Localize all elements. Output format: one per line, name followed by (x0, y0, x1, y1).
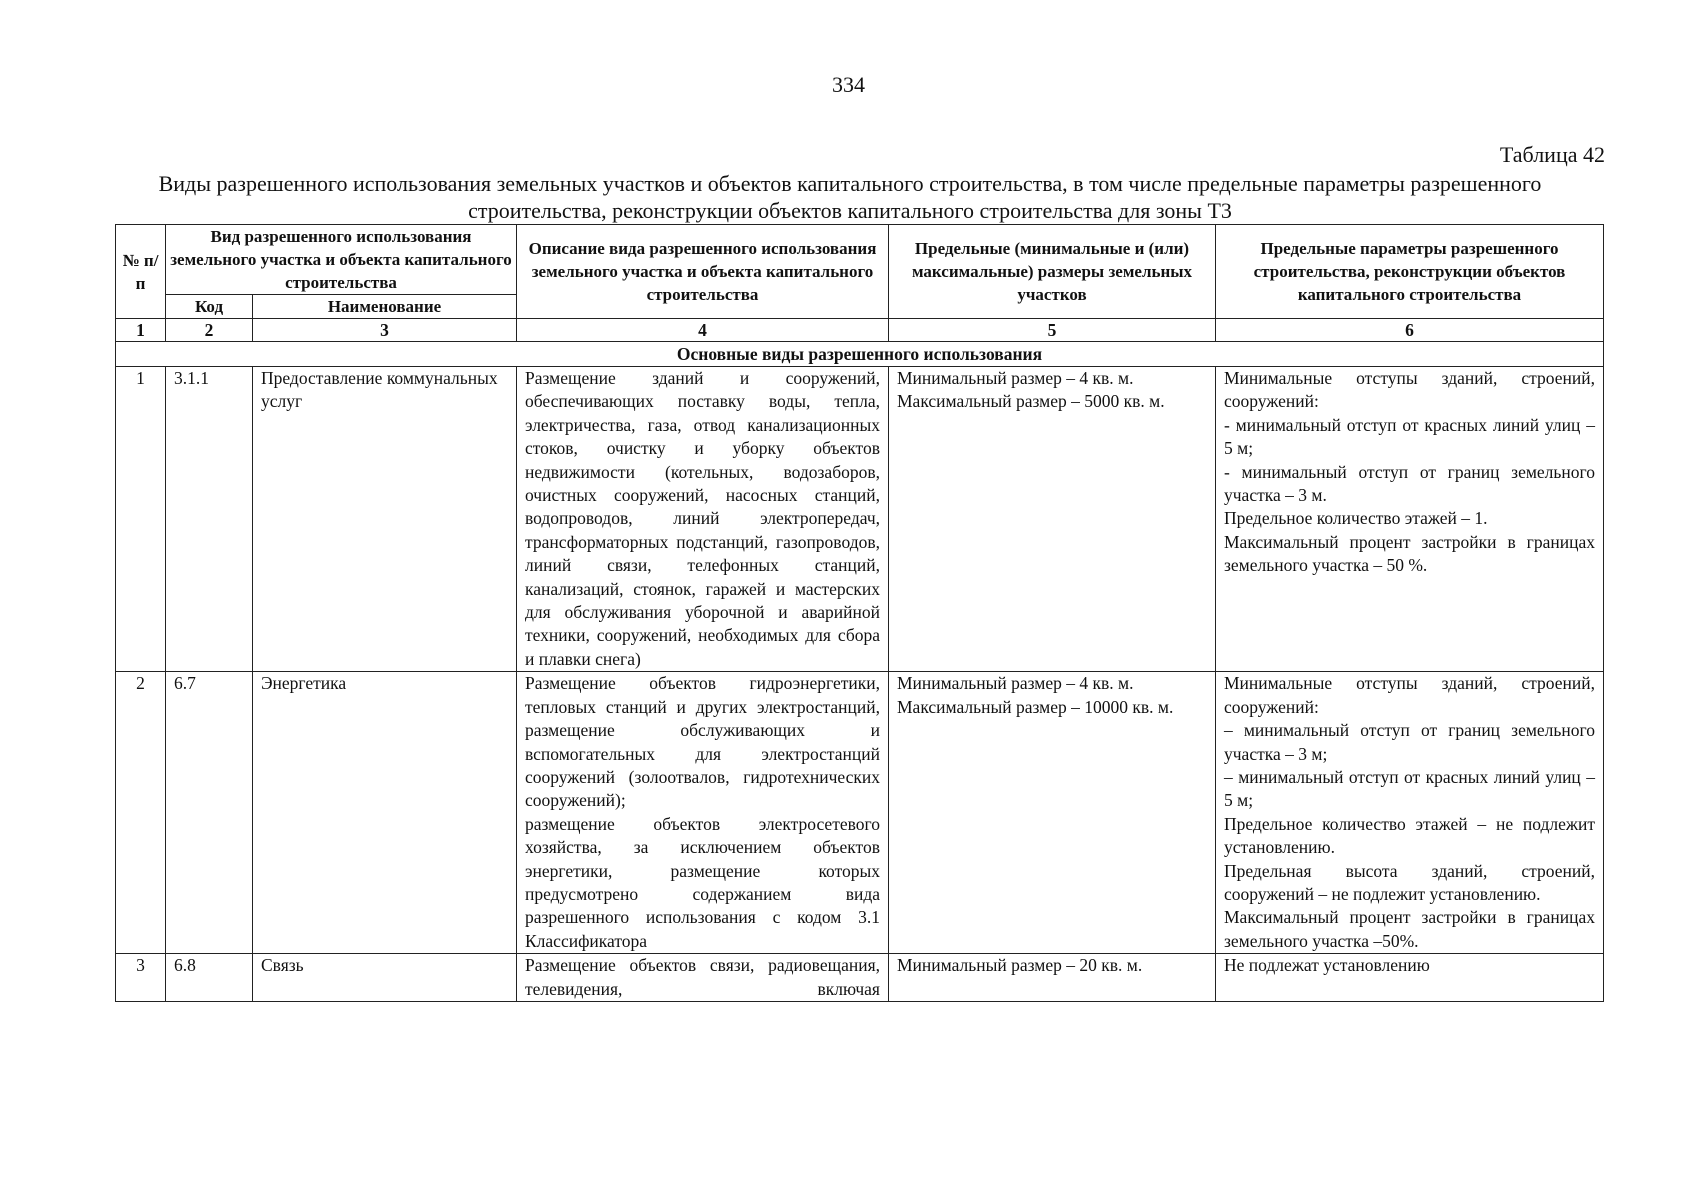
row-sizes (889, 672, 1216, 954)
size-line: Минимальный размер – 4 кв. м. (897, 368, 1134, 388)
row-params (1216, 672, 1604, 954)
param-line: Минимальные отступы зданий, строений, сооружений: (1224, 673, 1595, 717)
param-line: Максимальный процент застройки в границах земельного участка –50%. (1224, 907, 1595, 951)
zoning-table (115, 224, 1604, 1002)
header-params: Предельные параметры разрешенного строительства, реконструкции объектов капитального строительства (1216, 225, 1604, 319)
table-row (116, 367, 1604, 672)
param-line: Минимальные отступы зданий, строений, сооружений: (1224, 368, 1595, 412)
param-line: Не подлежат установлению (1224, 955, 1430, 976)
column-number: 6 (1216, 319, 1604, 342)
row-sizes (889, 954, 1216, 1002)
row-params (1216, 954, 1604, 1002)
param-line: – минимальный отступ от красных линий улиц – 5 м; (1224, 766, 1595, 811)
size-line: Минимальный размер – 4 кв. м. Максимальный размер – 10000 кв. м. (897, 673, 1174, 717)
table-row (116, 672, 1604, 954)
header-kind: Вид разрешенного использования земельного участка и объекта капитального строительства (166, 225, 517, 295)
size-line: Максимальный размер – 5000 кв. м. (897, 391, 1165, 412)
table-title: Виды разрешенного использования земельных участков и объектов капитального строительства, в том числе предельные параметры разрешенного строительства, реконструкции объектов капитального строительства для зоны Т3 (158, 171, 1542, 223)
column-number: 1 (116, 319, 166, 342)
row-name: Предоставление коммунальных услуг (253, 367, 517, 672)
param-line: Предельное количество этажей – не подлежит установлению. (1224, 813, 1595, 858)
param-line: - минимальный отступ от границ земельного участка – 3 м. (1224, 461, 1595, 506)
description-paragraph: Размещение объектов связи, радиовещания, телевидения, включая (525, 955, 880, 999)
row-number: 2 (116, 672, 166, 954)
header-num: № п/п (116, 225, 166, 319)
row-code: 3.1.1 (166, 367, 253, 672)
row-code: 6.7 (166, 672, 253, 954)
header-code: Код (166, 295, 253, 319)
param-line: - минимальный отступ от красных линий улиц – 5 м; (1224, 414, 1595, 459)
description-paragraph: размещение объектов электросетевого хозяйства, за исключением объектов энергетики, размещение которых предусмотрено содержанием вида разрешенного использования с кодом 3.1 Классификатора (525, 813, 880, 951)
param-line: – минимальный отступ от границ земельного участка – 3 м; (1224, 720, 1595, 764)
row-name: Энергетика (253, 672, 517, 954)
size-line: Минимальный размер – 20 кв. м. (897, 955, 1143, 976)
header-description: Описание вида разрешенного использования земельного участка и объекта капитального строительства (517, 225, 889, 319)
row-number: 3 (116, 954, 166, 1002)
param-line: Предельная высота зданий, строений, сооружений – не подлежит установлению. (1224, 860, 1595, 904)
column-number: 2 (166, 319, 253, 342)
header-sizes: Предельные (минимальные и (или) максимальные) размеры земельных участков (889, 225, 1216, 319)
row-description (517, 954, 889, 1002)
column-number: 3 (253, 319, 517, 342)
section-row (116, 342, 1604, 367)
description-paragraph: Размещение объектов гидроэнергетики, тепловых станций и других электростанций, размещение обслуживающих и вспомогательных для электростанций сооружений (золоотвалов, гидротехнических сооружений); (525, 673, 880, 811)
table-number: Таблица 42 (1499, 142, 1605, 167)
row-name: Связь (253, 954, 517, 1002)
table-row (116, 954, 1604, 1002)
row-number: 1 (116, 367, 166, 672)
row-description (517, 672, 889, 954)
param-line: Предельное количество этажей – 1. (1224, 508, 1488, 529)
description-paragraph: Размещение зданий и сооружений, обеспечивающих поставку воды, тепла, электричества, газа, отвод канализационных стоков, очистку и уборку объектов недвижимости (котельных, водозаборов, очистных сооружений, насосных станций, водопроводов, линий электропередач, трансформаторных подстанций, газопроводов, линий связи, телефонных станций, канализаций, стоянок, гаражей и мастерских для обслуживания уборочной и аварийной техники, сооружений, необходимых для сбора и плавки снега) (525, 368, 880, 669)
row-code: 6.8 (166, 954, 253, 1002)
section-title: Основные виды разрешенного использования (116, 342, 1604, 367)
param-line: Максимальный процент застройки в границах земельного участка – 50 %. (1224, 531, 1595, 576)
row-sizes (889, 367, 1216, 672)
row-params (1216, 367, 1604, 672)
column-number: 5 (889, 319, 1216, 342)
column-numbers-row (116, 319, 1604, 342)
header-name: Наименование (253, 295, 517, 319)
page-number: 334 (832, 72, 865, 97)
column-number: 4 (517, 319, 889, 342)
row-description (517, 367, 889, 672)
